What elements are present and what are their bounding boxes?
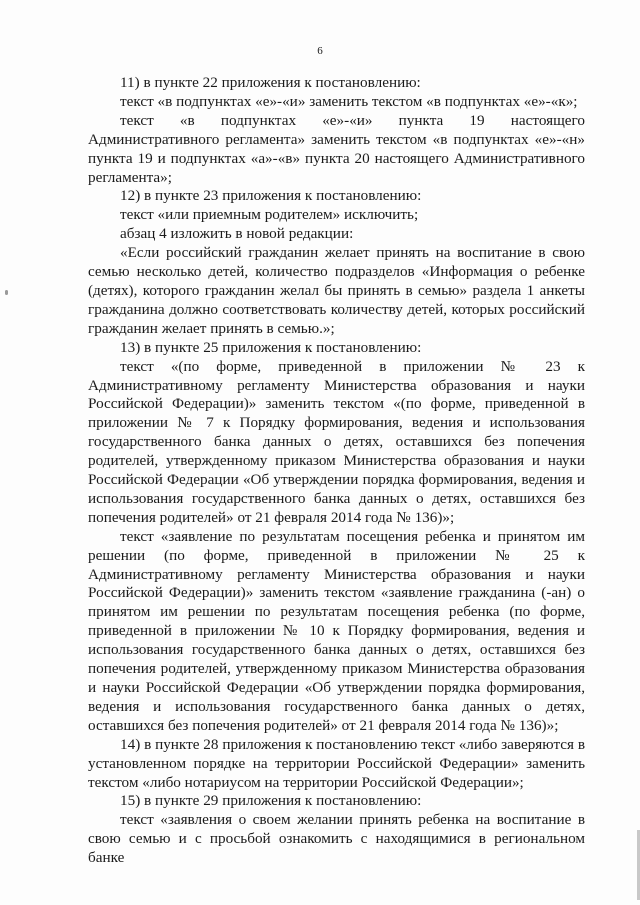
paragraph-item-15-heading: 15) в пункте 29 приложения к постановлению: bbox=[120, 792, 422, 810]
scan-artifact-mark bbox=[5, 290, 8, 295]
paragraph-quoted-new-text: «Если российский гражданин желает принять на воспитание в свою семью несколько детей, количество подразделов «Информация о ребенке (детях), которого гражданин желал бы принять в семью» раздела 1 анкеты гражданина должно соответствовать количеству детей, которых российский гражданин желает принять в семью.»; bbox=[88, 244, 585, 337]
document-body bbox=[88, 74, 585, 868]
paragraph-replace-text-1: текст «в подпунктах «е»-«и» заменить текстом «в подпунктах «е»-«к»; bbox=[120, 92, 578, 110]
paragraph-item-11-heading: 11) в пункте 22 приложения к постановлению: bbox=[120, 74, 421, 91]
paragraph-item-13-heading: 13) в пункте 25 приложения к постановлению: bbox=[120, 338, 422, 356]
paragraph-replace-text-2: текст «в подпунктах «е»-«и» пункта 19 настоящего Административного регламента» заменить текстом «в подпунктах «е»-«н» пункта 19 и подпунктах «а»-«в» пункта 20 настоящего Административного регламента»; bbox=[88, 111, 585, 186]
paragraph-item-15-text: текст «заявления о своем желании принять ребенка на воспитание в свою семью и с просьбой ознакомить с находящимися в региональном банке bbox=[88, 811, 585, 867]
paragraph-exclude-text: текст «или приемным родителем» исключить; bbox=[120, 206, 419, 224]
paragraph-replace-form-23: текст «(по форме, приведенной в приложении № 23 к Административному регламенту Министерства образования и науки Российской Федерации)» заменить текстом «(по форме, приведенной в приложении № 7 к Порядку формирования, ведения и использования государственного банка данных о детях, оставшихся без попечения родителей, утвержденному приказом Министерства образования и науки Российской Федерации «Об утверждении порядка формирования, ведения и использования государственного банка данных о детях, оставшихся без попечения родителей» от 21 февраля 2014 года № 136)»; bbox=[88, 357, 585, 526]
paragraph-item-12-heading: 12) в пункте 23 приложения к постановлению: bbox=[120, 187, 422, 205]
paragraph-item-14: 14) в пункте 28 приложения к постановлению текст «либо заверяются в установленном порядке на территории Российской Федерации» заменить текстом «либо нотариусом на территории Российской Федерации»; bbox=[88, 735, 585, 791]
page-number: 6 bbox=[317, 45, 323, 57]
paragraph-replace-form-25: текст «заявление по результатам посещения ребенка и принятом им решении (по форме, приведенной в приложении № 25 к Административному регламенту Министерства образования и науки Российской Федерации)» заменить текстом «заявление гражданина (-ан) о принятом им решении по результатам посещения ребенка (по форме, приведенной в приложении № 10 к Порядку формирования, ведения и использования государственного банка данных о детях, оставшихся без попечения родителей, утвержденному приказом Министерства образования и науки Российской Федерации «Об утверждении порядка формирования, ведения и использования государственного банка данных о детях, оставшихся без попечения родителей» от 21 февраля 2014 года № 136)»; bbox=[88, 527, 585, 734]
paragraph-new-edition-note: абзац 4 изложить в новой редакции: bbox=[120, 225, 354, 243]
